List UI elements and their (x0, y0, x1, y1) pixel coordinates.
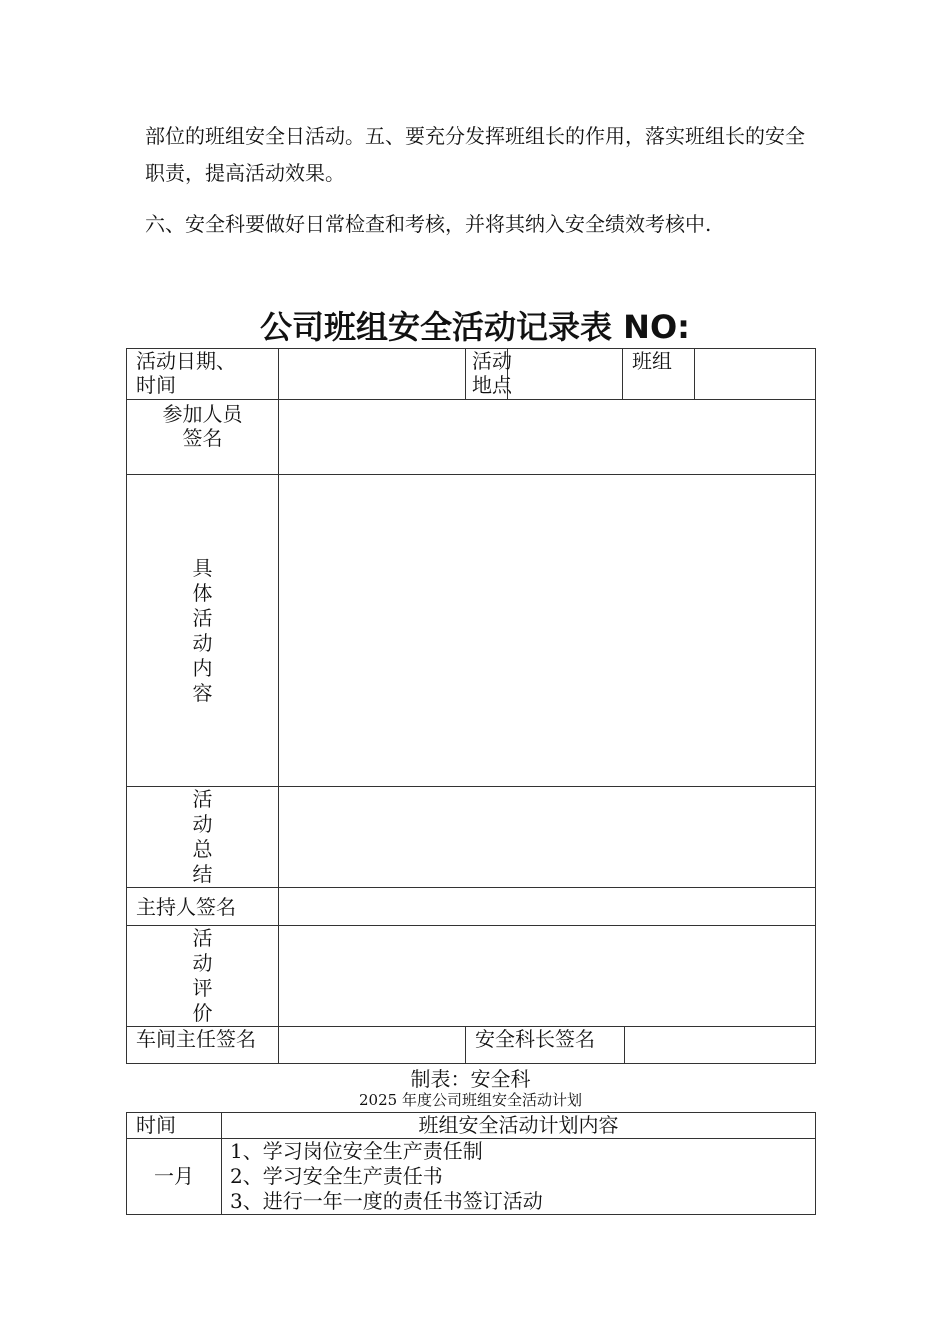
plan-item: 2、学习安全生产责任书 (230, 1164, 443, 1188)
workshop-director-signature-field[interactable] (279, 1027, 466, 1064)
activity-content-label: 具体活动内容 (127, 475, 279, 787)
paragraph-inspection: 六、安全科要做好日常检查和考核，并将其纳入安全绩效考核中. (145, 212, 712, 236)
activity-place-field[interactable] (508, 349, 623, 400)
plan-month: 一月 (127, 1139, 222, 1215)
record-form-title: 公司班组安全活动记录表 NO: (260, 308, 690, 346)
activity-place-label: 活动地点 (466, 349, 508, 400)
plan-item: 3、进行一年一度的责任书签订活动 (230, 1189, 543, 1213)
activity-evaluation-label: 活动评价 (127, 926, 279, 1027)
plan-header-content: 班组安全活动计划内容 (222, 1113, 816, 1139)
activity-date-label: 活动日期、时间 (127, 349, 279, 400)
activity-summary-field[interactable] (279, 787, 816, 888)
safety-chief-signature-field[interactable] (625, 1027, 816, 1064)
form-maker: 制表：安全科 (410, 1067, 531, 1091)
record-form-table (126, 348, 816, 1064)
plan-header-time: 时间 (127, 1113, 222, 1139)
host-signature-field[interactable] (279, 888, 816, 926)
activity-date-field[interactable] (279, 349, 466, 400)
safety-chief-signature-label: 安全科长签名 (466, 1027, 625, 1064)
plan-title: 2025 年度公司班组安全活动计划 (359, 1091, 582, 1109)
plan-table (126, 1112, 816, 1215)
plan-row (127, 1139, 816, 1215)
plan-item: 1、学习岗位安全生产责任制 (230, 1139, 483, 1163)
participants-field[interactable] (279, 400, 816, 475)
activity-summary-label: 活动总结 (127, 787, 279, 888)
participants-label: 参加人员签名 (127, 400, 279, 475)
team-field[interactable] (695, 349, 816, 400)
plan-items (222, 1139, 816, 1215)
host-signature-label: 主持人签名 (127, 888, 279, 926)
activity-evaluation-field[interactable] (279, 926, 816, 1027)
activity-content-field[interactable] (279, 475, 816, 787)
team-label: 班组 (623, 349, 695, 400)
paragraph-activity-intro: 部位的班组安全日活动。五、要充分发挥班组长的作用，落实班组长的安全职责，提高活动效果。 (145, 124, 805, 185)
workshop-director-signature-label: 车间主任签名 (127, 1027, 279, 1064)
